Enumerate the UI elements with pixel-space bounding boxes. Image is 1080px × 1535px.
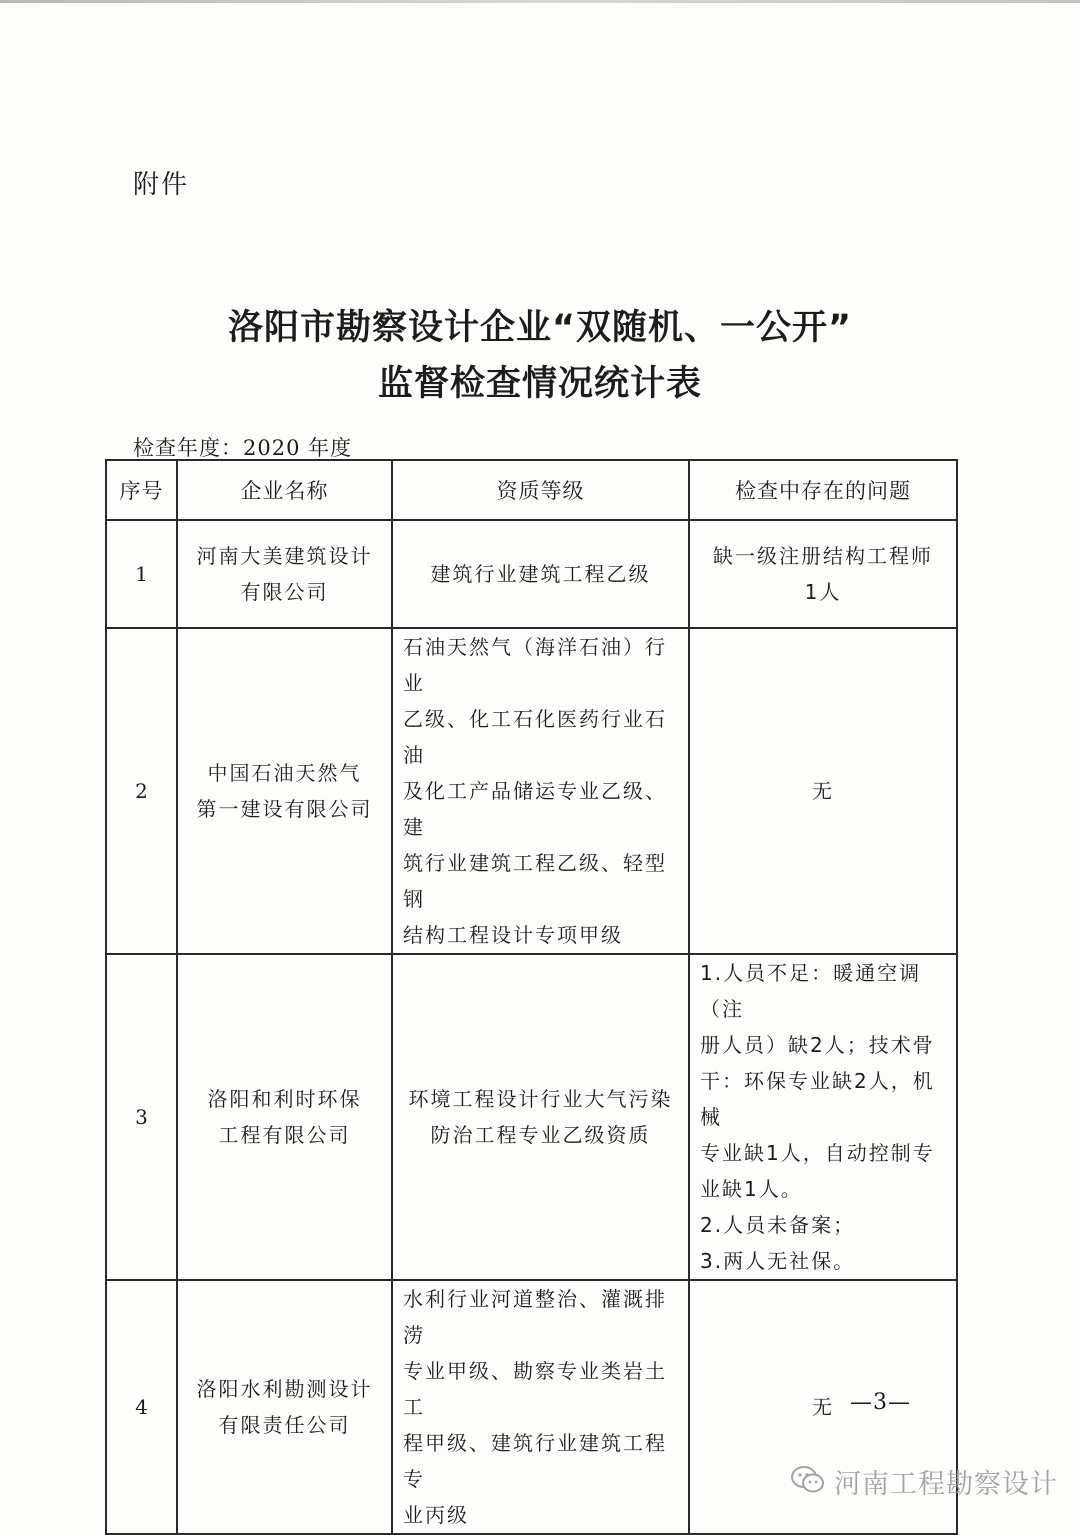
row-issues xyxy=(689,520,957,628)
page-top-edge xyxy=(0,0,1080,3)
row-company xyxy=(177,1280,392,1534)
row-company xyxy=(177,520,392,628)
column-header-qualification: 资质等级 xyxy=(392,460,689,520)
table-row xyxy=(106,954,957,1280)
issue-line: 无 xyxy=(812,1395,834,1419)
table-row xyxy=(106,520,957,628)
qualification-line: 乙级、化工石化医药行业石油 xyxy=(403,707,667,767)
row-issues xyxy=(689,628,957,954)
qualification-line: 业丙级 xyxy=(403,1503,469,1527)
qualification-line: 程甲级、建筑行业建筑工程专 xyxy=(403,1431,667,1491)
qualification-line: 水利行业河道整治、灌溉排涝 xyxy=(403,1287,667,1347)
qualification-line: 筑行业建筑工程乙级、轻型钢 xyxy=(403,851,667,911)
document-title-line-2: 监督检查情况统计表 xyxy=(377,364,702,404)
issue-line: 缺一级注册结构工程师 xyxy=(713,544,933,568)
company-line: 工程有限公司 xyxy=(218,1123,351,1147)
company-line: 洛阳和利时环保 xyxy=(207,1087,362,1111)
company-line: 河南大美建筑设计 xyxy=(196,544,373,568)
qualification-line: 专业甲级、勘察专业类岩土工 xyxy=(403,1359,667,1419)
issue-line: 1.人员不足：暖通空调（注 xyxy=(700,961,922,1021)
row-qualification xyxy=(392,520,689,628)
document-title-line-1: 洛阳市勘察设计企业“双随机、一公开” xyxy=(227,308,852,348)
company-line: 第一建设有限公司 xyxy=(196,797,373,821)
wechat-icon xyxy=(790,1465,826,1499)
issue-line: 专业缺1人，自动控制专 xyxy=(700,1141,935,1165)
table-row xyxy=(106,628,957,954)
row-seq: 3 xyxy=(106,954,177,1280)
issue-line: 3.两人无社保。 xyxy=(700,1249,856,1273)
row-issues xyxy=(689,954,957,1280)
row-seq: 4 xyxy=(106,1280,177,1534)
company-line: 洛阳水利勘测设计 xyxy=(196,1377,373,1401)
company-line: 有限责任公司 xyxy=(218,1413,351,1437)
row-company xyxy=(177,628,392,954)
row-qualification xyxy=(392,954,689,1280)
qualification-line: 及化工产品储运专业乙级、建 xyxy=(403,779,667,839)
column-header-issues: 检查中存在的问题 xyxy=(689,460,957,520)
issue-line: 册人员）缺2人；技术骨 xyxy=(700,1033,935,1057)
watermark xyxy=(790,1462,1058,1501)
row-qualification xyxy=(392,628,689,954)
issue-line: 2.人员未备案； xyxy=(700,1213,856,1237)
company-line: 中国石油天然气 xyxy=(207,761,362,785)
qualification-line: 结构工程设计专项甲级 xyxy=(403,923,623,947)
qualification-line: 防治工程专业乙级资质 xyxy=(430,1123,651,1147)
issue-line: 干：环保专业缺2人，机械 xyxy=(700,1069,935,1129)
attachment-label: 附件 xyxy=(133,170,190,200)
watermark-text: 河南工程勘察设计 xyxy=(834,1469,1058,1500)
qualification-line: 建筑行业建筑工程乙级 xyxy=(430,562,651,586)
row-seq: 1 xyxy=(106,520,177,628)
inspection-stats-table xyxy=(105,459,958,1535)
row-company xyxy=(177,954,392,1280)
inspection-year: 检查年度：2020 年度 xyxy=(133,436,353,460)
table-header-row xyxy=(106,460,957,520)
column-header-seq: 序号 xyxy=(106,460,177,520)
row-seq: 2 xyxy=(106,628,177,954)
qualification-line: 环境工程设计行业大气污染 xyxy=(408,1087,673,1111)
company-line: 有限公司 xyxy=(240,580,329,604)
qualification-line: 石油天然气（海洋石油）行业 xyxy=(403,635,667,695)
column-header-company: 企业名称 xyxy=(177,460,392,520)
row-qualification xyxy=(392,1280,689,1534)
issue-line: 业缺1人。 xyxy=(700,1177,803,1201)
page-number: —3— xyxy=(850,1390,911,1415)
issue-line: 1人 xyxy=(804,580,842,604)
issue-line: 无 xyxy=(812,779,834,803)
